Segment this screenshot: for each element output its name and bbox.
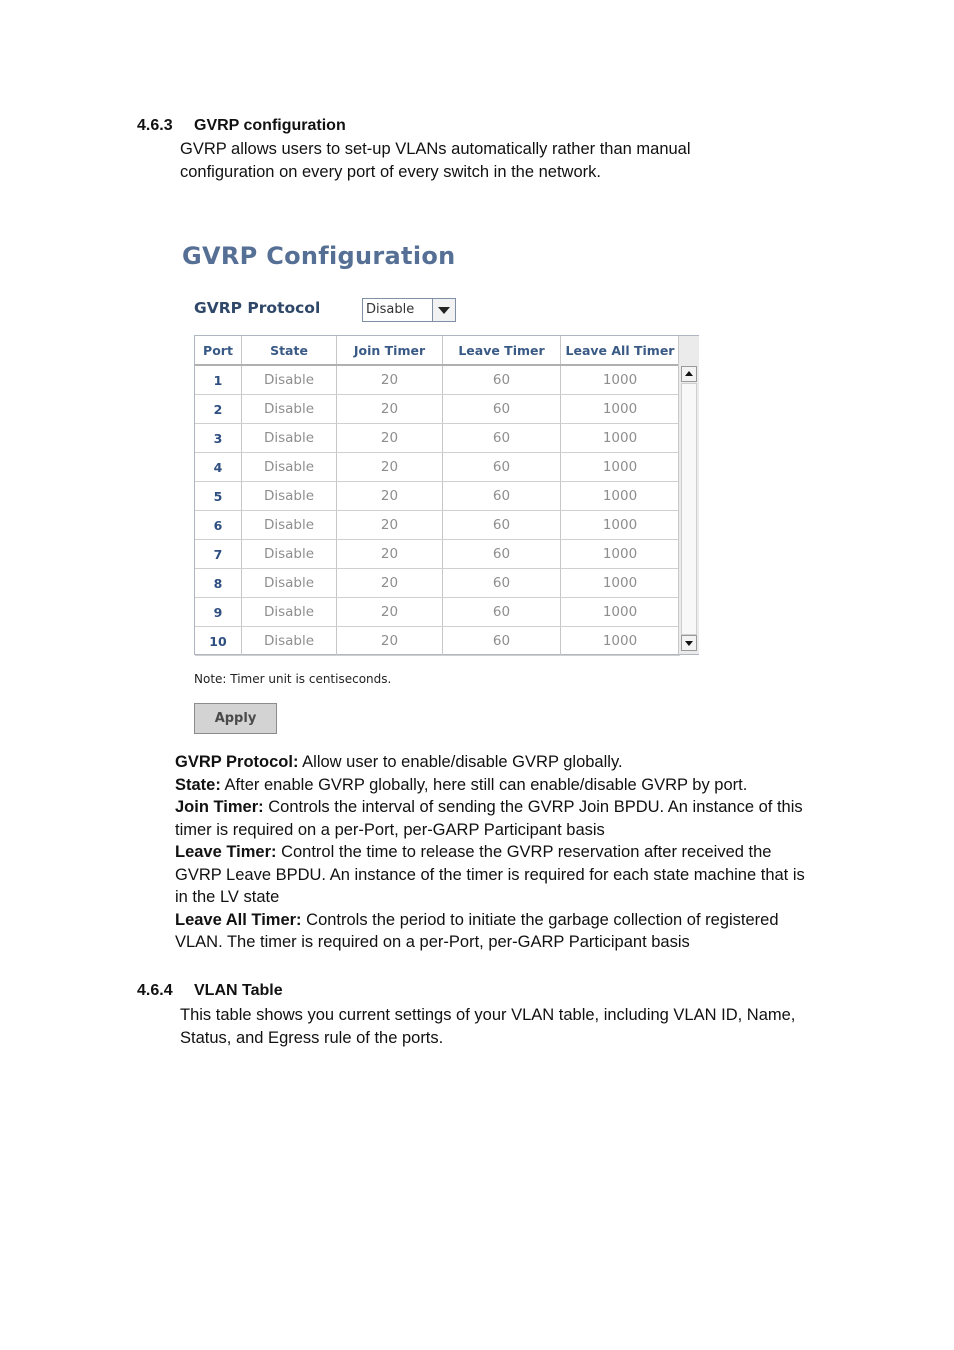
cell-leave-timer: 60	[443, 395, 561, 424]
definition-term: State:	[175, 775, 221, 794]
cell-join-timer: 20	[337, 598, 443, 627]
section-number: 4.6.3	[137, 117, 173, 134]
cell-join-timer: 20	[337, 395, 443, 424]
cell-state: Disable	[242, 569, 337, 598]
cell-leave-timer: 60	[443, 627, 561, 656]
cell-port: 10	[195, 627, 242, 656]
cell-leave-all-timer: 1000	[561, 424, 680, 453]
scroll-up-button[interactable]	[681, 366, 697, 382]
definition-text: Allow user to enable/disable GVRP globally.	[298, 753, 623, 771]
definition-leave-all-timer	[175, 909, 815, 954]
section-intro: GVRP allows users to set-up VLANs automatically rather than manual configuration on every port of every switch in the network.	[180, 140, 691, 181]
cell-state: Disable	[242, 627, 337, 656]
cell-state: Disable	[242, 365, 337, 395]
definition-state	[175, 774, 815, 797]
cell-leave-timer: 60	[443, 453, 561, 482]
definition-term: Leave All Timer:	[175, 910, 302, 929]
table-row	[195, 569, 680, 598]
cell-leave-all-timer: 1000	[561, 540, 680, 569]
definition-join-timer	[175, 796, 815, 841]
dropdown-button[interactable]	[432, 299, 455, 321]
cell-join-timer: 20	[337, 482, 443, 511]
definition-text: Control the time to release the GVRP reservation after received the GVRP Leave BPDU. An instance of the timer is required for each state machine that is in the LV state	[175, 843, 805, 906]
section-title: GVRP configuration	[194, 117, 346, 134]
cell-state: Disable	[242, 598, 337, 627]
cell-port: 4	[195, 453, 242, 482]
column-header-state: State	[242, 336, 337, 365]
timer-note: Note: Timer unit is centiseconds.	[194, 672, 392, 686]
cell-state: Disable	[242, 511, 337, 540]
table-scrollbar[interactable]	[678, 336, 699, 654]
definition-term: GVRP Protocol:	[175, 753, 299, 771]
field-definitions	[175, 751, 815, 954]
cell-join-timer: 20	[337, 453, 443, 482]
cell-leave-timer: 60	[443, 365, 561, 395]
cell-state: Disable	[242, 540, 337, 569]
cell-leave-all-timer: 1000	[561, 395, 680, 424]
column-header-join-timer: Join Timer	[337, 336, 443, 365]
scroll-track[interactable]	[681, 383, 697, 635]
cell-state: Disable	[242, 424, 337, 453]
table-row	[195, 395, 680, 424]
section-intro: This table shows you current settings of your VLAN table, including VLAN ID, Name, Status, and Egress rule of the ports.	[180, 1006, 796, 1047]
cell-port: 8	[195, 569, 242, 598]
table-row	[195, 627, 680, 656]
definition-text: Controls the period to initiate the garbage collection of registered VLAN. The timer is required on a per-Port, per-GARP Participant basis	[175, 910, 779, 951]
table-row	[195, 511, 680, 540]
cell-state: Disable	[242, 453, 337, 482]
cell-leave-all-timer: 1000	[561, 482, 680, 511]
cell-join-timer: 20	[337, 627, 443, 656]
apply-button[interactable]: Apply	[194, 703, 277, 734]
section-number: 4.6.4	[137, 982, 173, 999]
cell-leave-all-timer: 1000	[561, 627, 680, 656]
section-heading-vlan-table	[137, 982, 283, 1000]
cell-join-timer: 20	[337, 540, 443, 569]
cell-state: Disable	[242, 482, 337, 511]
cell-leave-all-timer: 1000	[561, 598, 680, 627]
definition-gvrp-protocol	[175, 751, 815, 774]
cell-leave-all-timer: 1000	[561, 453, 680, 482]
cell-join-timer: 20	[337, 511, 443, 540]
cell-leave-timer: 60	[443, 424, 561, 453]
cell-port: 9	[195, 598, 242, 627]
cell-leave-all-timer: 1000	[561, 569, 680, 598]
chevron-down-icon	[438, 307, 450, 314]
table-row	[195, 598, 680, 627]
column-header-leave-timer: Leave Timer	[443, 336, 561, 365]
cell-join-timer: 20	[337, 365, 443, 395]
cell-port: 1	[195, 365, 242, 395]
arrow-down-icon	[685, 641, 693, 646]
gvrp-protocol-select[interactable]	[362, 298, 456, 322]
table-row	[195, 482, 680, 511]
cell-port: 5	[195, 482, 242, 511]
cell-leave-timer: 60	[443, 569, 561, 598]
cell-leave-timer: 60	[443, 511, 561, 540]
cell-state: Disable	[242, 395, 337, 424]
cell-leave-timer: 60	[443, 482, 561, 511]
cell-leave-all-timer: 1000	[561, 511, 680, 540]
definition-term: Join Timer:	[175, 798, 264, 816]
definition-text: Controls the interval of sending the GVRP Join BPDU. An instance of this timer is required on a per-Port, per-GARP Participant basis	[175, 798, 803, 839]
arrow-up-icon	[685, 371, 693, 376]
section-title: VLAN Table	[194, 982, 283, 999]
port-table	[194, 335, 699, 655]
gvrp-protocol-label: GVRP Protocol	[194, 299, 321, 317]
column-header-port: Port	[195, 336, 242, 365]
cell-port: 7	[195, 540, 242, 569]
table-row	[195, 453, 680, 482]
section-heading-gvrp	[137, 117, 346, 135]
table-row	[195, 540, 680, 569]
scroll-down-button[interactable]	[681, 635, 697, 651]
definition-text: After enable GVRP globally, here still can enable/disable GVRP by port.	[220, 775, 748, 794]
table-row	[195, 365, 680, 395]
cell-port: 2	[195, 395, 242, 424]
gvrp-configuration-screenshot	[180, 238, 740, 743]
gvrp-protocol-value: Disable	[366, 302, 415, 317]
cell-join-timer: 20	[337, 424, 443, 453]
cell-leave-all-timer: 1000	[561, 365, 680, 395]
cell-join-timer: 20	[337, 569, 443, 598]
table-row	[195, 424, 680, 453]
definition-term: Leave Timer:	[175, 843, 277, 861]
cell-leave-timer: 60	[443, 540, 561, 569]
column-header-leave-all-timer: Leave All Timer	[561, 336, 680, 365]
definition-leave-timer	[175, 841, 815, 909]
cell-leave-timer: 60	[443, 598, 561, 627]
page-title: GVRP Configuration	[182, 242, 456, 270]
cell-port: 3	[195, 424, 242, 453]
cell-port: 6	[195, 511, 242, 540]
